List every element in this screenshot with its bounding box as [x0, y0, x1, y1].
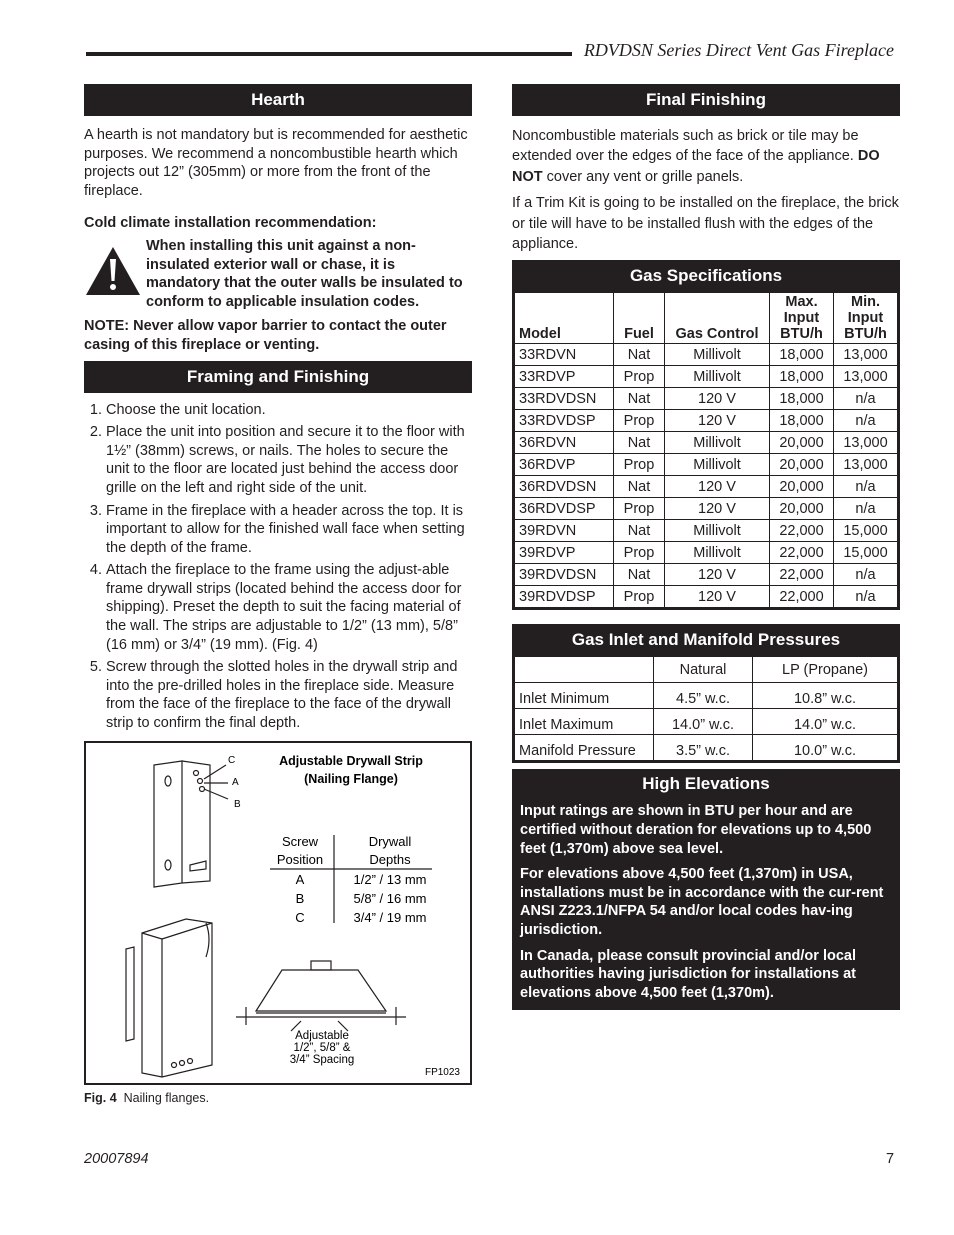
spec-max: 22,000 [770, 520, 834, 542]
spec-row [515, 476, 898, 498]
warning-icon [84, 237, 146, 311]
spec-max: 20,000 [770, 454, 834, 476]
spacing-label-1: Adjustable [295, 1029, 349, 1042]
framing-heading: Framing and Finishing [84, 361, 472, 393]
spec-model: 36RDVP [515, 454, 614, 476]
spec-model: 36RDVN [515, 432, 614, 454]
pressure-row [515, 735, 898, 761]
spec-control: 120 V [665, 564, 770, 586]
gas-specifications-table [514, 292, 898, 608]
high-elevations-p2: For elevations above 4,500 feet (1,370m) in USA, installations must be in accordance with the cur-rent ANSI Z223.1/NFPA 54 and/or local codes hav-ing jurisdiction. [520, 866, 884, 938]
spec-min: 13,000 [834, 366, 898, 388]
col-gas-control: Gas Control [665, 293, 770, 344]
col-screw-1: Screw [281, 833, 319, 849]
pressures-box [512, 624, 900, 763]
figure-number: Fig. 4 [84, 1090, 117, 1105]
spec-max: 20,000 [770, 498, 834, 520]
gas-specifications-rows [515, 344, 898, 608]
step-1: 1. Choose the unit location. [106, 401, 472, 420]
spec-model: 36RDVDSP [515, 498, 614, 520]
hearth-heading: Hearth [84, 84, 472, 116]
spec-min: 13,000 [834, 454, 898, 476]
spec-min: 13,000 [834, 344, 898, 366]
label-a: A [232, 776, 239, 788]
pressure-natural: 3.5” w.c. [654, 735, 753, 761]
spec-min: n/a [834, 586, 898, 608]
spec-model: 39RDVN [515, 520, 614, 542]
doc-number: 20007894 [84, 1151, 149, 1167]
step-3: 3. Frame in the fireplace with a header across the top. It is important to allow for the finished wall face when setting the depth of the frame. [106, 502, 472, 558]
col-natural: Natural [654, 657, 753, 683]
row-c-depth: 3/4” / 19 mm [353, 909, 427, 925]
spec-fuel: Prop [614, 542, 665, 564]
spec-model: 39RDVP [515, 542, 614, 564]
spec-model: 33RDVP [515, 366, 614, 388]
spec-control: 120 V [665, 388, 770, 410]
pressures-rows [515, 683, 898, 761]
final-finishing-p1-text: Noncombustible materials such as brick or tile may be extended over the edges of the face of the appliance. [512, 128, 859, 165]
spec-control: 120 V [665, 586, 770, 608]
spec-row [515, 344, 898, 366]
pressures-blank [515, 657, 654, 683]
pressures-table [514, 656, 898, 761]
spec-row [515, 564, 898, 586]
spec-min: n/a [834, 564, 898, 586]
spec-min: 13,000 [834, 432, 898, 454]
spec-min: n/a [834, 498, 898, 520]
spec-fuel: Prop [614, 498, 665, 520]
col-max-input: Max. Input BTU/h [770, 293, 834, 344]
figure-4 [84, 741, 472, 1085]
spec-control: 120 V [665, 498, 770, 520]
col-depth-1: Drywall [368, 833, 412, 849]
pressure-row [515, 683, 898, 709]
pressure-natural: 4.5” w.c. [654, 683, 753, 709]
row-b-depth: 5/8” / 16 mm [353, 890, 427, 906]
spec-model: 39RDVDSN [515, 564, 614, 586]
warning-block [84, 237, 472, 311]
spec-max: 22,000 [770, 586, 834, 608]
spacing-label-2: 1/2”, 5/8” & [293, 1041, 351, 1054]
spec-control: 120 V [665, 476, 770, 498]
right-column [512, 84, 900, 1010]
cold-climate-title: Cold climate installation recommendation: [84, 215, 377, 232]
pressure-lp: 14.0” w.c. [753, 709, 898, 735]
spec-control: 120 V [665, 410, 770, 432]
row-a-depth: 1/2” / 13 mm [353, 871, 427, 887]
spec-control: Millivolt [665, 432, 770, 454]
spec-fuel: Prop [614, 454, 665, 476]
col-min-input: Min. Input BTU/h [834, 293, 898, 344]
pressure-label: Inlet Minimum [515, 683, 654, 709]
nailing-flange-diagram [86, 743, 470, 1079]
vapor-note: NOTE: Never allow vapor barrier to contact the outer casing of this fireplace or venting. [84, 318, 447, 353]
spacing-label-3: 3/4” Spacing [289, 1053, 355, 1066]
spec-fuel: Prop [614, 366, 665, 388]
final-finishing-p1 [512, 126, 900, 187]
spec-row [515, 432, 898, 454]
spec-row [515, 586, 898, 608]
spec-fuel: Nat [614, 388, 665, 410]
gas-specifications-heading: Gas Specifications [514, 262, 898, 292]
col-model: Model [515, 293, 614, 344]
spec-max: 18,000 [770, 366, 834, 388]
spec-max: 22,000 [770, 564, 834, 586]
header-title: RDVDSN Series Direct Vent Gas Fireplace [583, 40, 894, 60]
do-not-text: DO NOT [512, 148, 880, 185]
spec-control: Millivolt [665, 454, 770, 476]
spec-model: 33RDVDSP [515, 410, 614, 432]
col-fuel: Fuel [614, 293, 665, 344]
spec-min: n/a [834, 410, 898, 432]
spec-max: 18,000 [770, 344, 834, 366]
pressure-row [515, 709, 898, 735]
header-rule [86, 52, 572, 56]
pressure-label: Inlet Maximum [515, 709, 654, 735]
spec-fuel: Nat [614, 432, 665, 454]
spec-min: n/a [834, 476, 898, 498]
spec-row [515, 542, 898, 564]
figure-title-2: (Nailing Flange) [304, 771, 398, 786]
col-screw-2: Position [276, 851, 324, 867]
spec-row [515, 410, 898, 432]
col-lp: LP (Propane) [753, 657, 898, 683]
spec-model: 33RDVN [515, 344, 614, 366]
spec-control: Millivolt [665, 520, 770, 542]
left-column [84, 84, 472, 1107]
spec-min: 15,000 [834, 520, 898, 542]
spec-control: Millivolt [665, 344, 770, 366]
hearth-body: A hearth is not mandatory but is recommended for aesthetic purposes. We recommend a noncombustible hearth which projects out 12” (305mm) or more from the front of the fireplace. [84, 127, 468, 199]
fireplace-unit-drawing [126, 919, 212, 1077]
spec-row [515, 454, 898, 476]
spec-fuel: Prop [614, 410, 665, 432]
spec-max: 22,000 [770, 542, 834, 564]
spec-fuel: Nat [614, 476, 665, 498]
high-elevations-p3: In Canada, please consult provincial and/or local authorities having jurisdiction for installations at elevations above 4,500 feet (1,370m). [520, 947, 857, 1001]
spec-row [515, 388, 898, 410]
high-elevations-p1: Input ratings are shown in BTU per hour and are certified without deration for elevations up to 4,500 feet (1,370m) above sea level. [520, 803, 872, 857]
label-c: C [228, 754, 236, 766]
pressure-label: Manifold Pressure [515, 735, 654, 761]
spec-max: 18,000 [770, 388, 834, 410]
spec-control: Millivolt [665, 366, 770, 388]
final-finishing-p1-end: cover any vent or grille panels. [542, 168, 744, 185]
spec-fuel: Nat [614, 344, 665, 366]
pressure-natural: 14.0” w.c. [654, 709, 753, 735]
row-c-pos: C [295, 909, 305, 925]
row-b-pos: B [295, 890, 305, 906]
step-2: 2. Place the unit into position and secure it to the floor with 1½” (38mm) screws, or nails. The holes to secure the unit to the floor are located just behind the access door grille on the left and right side of the unit. [106, 423, 472, 497]
spec-max: 20,000 [770, 476, 834, 498]
spec-model: 39RDVDSP [515, 586, 614, 608]
high-elevations-box [512, 769, 900, 1010]
spec-max: 20,000 [770, 432, 834, 454]
spec-min: n/a [834, 388, 898, 410]
top-view-drawing [236, 961, 406, 1031]
warning-text: When installing this unit against a non-insulated exterior wall or chase, it is mandatory that the outer walls be insulated to conform to applicable insulation codes. [146, 237, 463, 310]
spec-fuel: Nat [614, 564, 665, 586]
col-depth-2: Depths [369, 851, 411, 867]
spec-control: Millivolt [665, 542, 770, 564]
spec-row [515, 520, 898, 542]
pressure-lp: 10.8” w.c. [753, 683, 898, 709]
figure-caption-text: Nailing flanges. [123, 1090, 210, 1105]
gas-specifications-box [512, 260, 900, 610]
pressures-heading: Gas Inlet and Manifold Pressures [514, 626, 898, 656]
figure-title-1: Adjustable Drywall Strip [279, 753, 423, 768]
figure-code: FP1023 [424, 1066, 460, 1078]
spec-min: 15,000 [834, 542, 898, 564]
spec-fuel: Prop [614, 586, 665, 608]
figure-caption [84, 1089, 472, 1108]
spec-row [515, 498, 898, 520]
spec-model: 36RDVDSN [515, 476, 614, 498]
spec-model: 33RDVDSN [515, 388, 614, 410]
page-number: 7 [886, 1151, 895, 1167]
spec-fuel: Nat [614, 520, 665, 542]
step-5: 5. Screw through the slotted holes in the drywall strip and into the pre-drilled holes in the fireplace side. Measure from the face of the fireplace to the face of the drywall strip to confirm the final depth. [106, 658, 472, 732]
spec-max: 18,000 [770, 410, 834, 432]
final-finishing-heading: Final Finishing [512, 84, 900, 116]
spec-row [515, 366, 898, 388]
row-a-pos: A [295, 871, 305, 887]
final-finishing-p2: If a Trim Kit is going to be installed on the fireplace, the brick or tile will have to be installed flush with the edges of the appliance. [512, 195, 899, 253]
framing-steps [84, 401, 472, 733]
label-b: B [234, 798, 241, 810]
high-elevations-heading: High Elevations [642, 774, 770, 794]
step-4: 4. Attach the fireplace to the frame using the adjust-able frame drywall strips (located behind the access door for shipping). Preset the depth to suit the facing material of the wall. The strips are adjustable to 1/2” (13 mm), 5/8” (16 mm) or 3/4” (19 mm). (Fig. 4) [106, 561, 472, 654]
pressure-lp: 10.0” w.c. [753, 735, 898, 761]
